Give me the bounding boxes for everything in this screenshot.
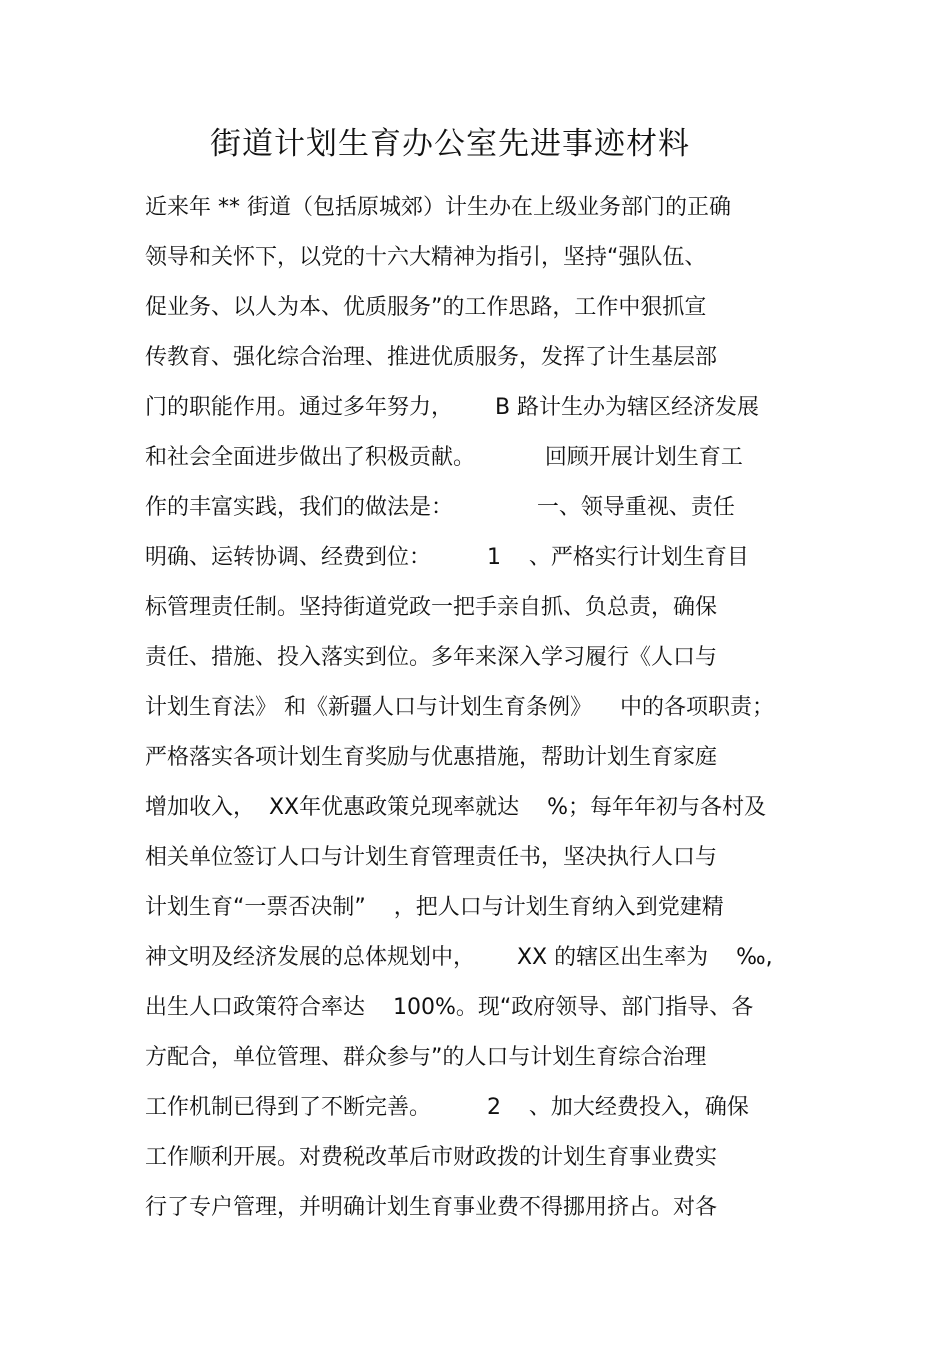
- page-title: 街道计划生育办公室先进事迹材料: [210, 126, 690, 162]
- document-body: [145, 190, 825, 1240]
- body-line: 标管理责任制。坚持街道党政一把手亲自抓、负总责，确保: [145, 595, 718, 620]
- body-line: 严格落实各项计划生育奖励与优惠措施，帮助计划生育家庭: [145, 745, 718, 770]
- body-line: 和社会全面进步做出了积极贡献。 回顾开展计划生育工: [145, 445, 743, 470]
- body-line: 相关单位签订人口与计划生育管理责任书，坚决执行人口与: [145, 845, 718, 870]
- body-line: 作的丰富实践，我们的做法是： 一、领导重视、责任: [145, 495, 735, 520]
- body-line: 领导和关怀下，以党的十六大精神为指引，坚持“强队伍、: [145, 245, 707, 270]
- body-line: 明确、运转协调、经费到位： 1 、严格实行计划生育目: [145, 545, 749, 570]
- body-line: 工作顺利开展。对费税改革后市财政拨的计划生育事业费实: [145, 1145, 718, 1170]
- body-line: 增加收入， XX年优惠政策兑现率就达 %；每年年初与各村及: [145, 795, 767, 820]
- body-line: 传教育、强化综合治理、推进优质服务，发挥了计生基层部: [145, 345, 718, 370]
- body-line: 出生人口政策符合率达 100%。现“政府领导、部门指导、各: [145, 995, 754, 1020]
- body-line: 工作机制已得到了不断完善。 2 、加大经费投入，确保: [145, 1095, 749, 1120]
- body-line: 促业务、以人为本、优质服务”的工作思路，工作中狠抓宣: [145, 295, 707, 320]
- body-line: 计划生育法》 和《新疆人口与计划生育条例》 中的各项职责；: [145, 695, 774, 720]
- body-line: 近来年 ** 街道（包括原城郊）计生办在上级业务部门的正确: [145, 195, 731, 220]
- body-line: 行了专户管理，并明确计划生育事业费不得挪用挤占。对各: [145, 1195, 718, 1220]
- body-line: 责任、措施、投入落实到位。多年来深入学习履行《人口与: [145, 645, 718, 670]
- body-line: 方配合，单位管理、群众参与”的人口与计划生育综合治理: [145, 1045, 707, 1070]
- body-line: 门的职能作用。通过多年努力， B 路计生办为辖区经济发展: [145, 395, 760, 420]
- body-line: 计划生育“一票否决制” ，把人口与计划生育纳入到党建精: [145, 895, 724, 920]
- body-line: 神文明及经济发展的总体规划中， XX 的辖区出生率为 ‰,: [145, 945, 773, 970]
